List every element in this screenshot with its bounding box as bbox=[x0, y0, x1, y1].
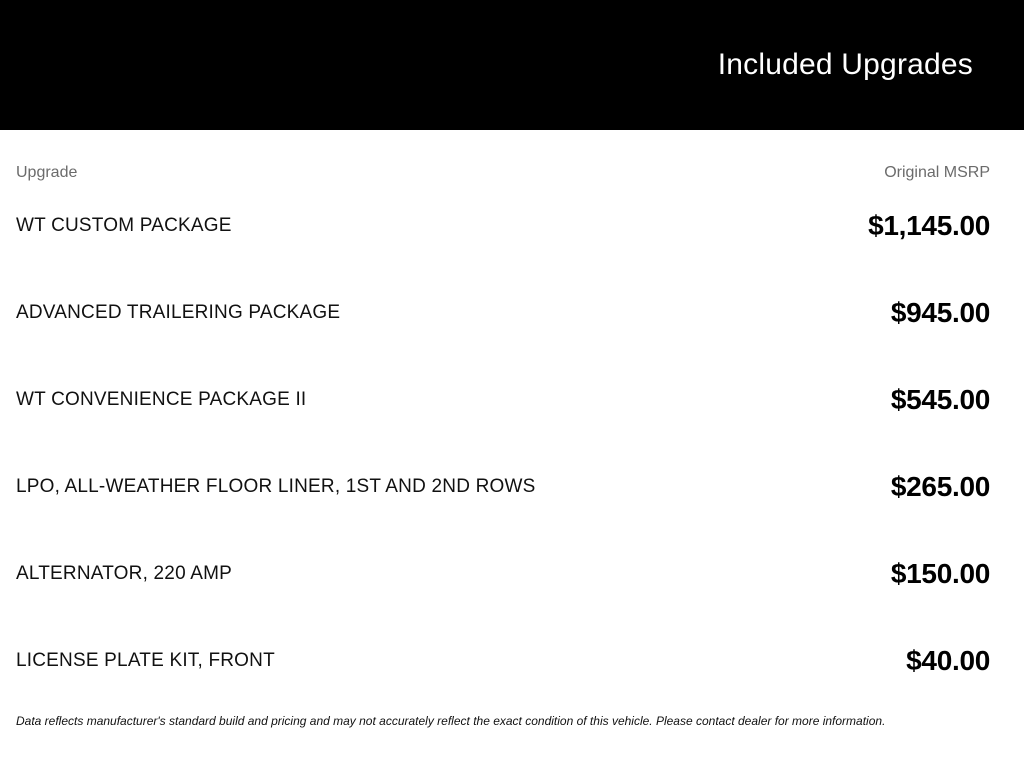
table-row bbox=[16, 269, 990, 356]
upgrade-name: WT CUSTOM PACKAGE bbox=[16, 214, 232, 236]
upgrade-price: $945.00 bbox=[890, 296, 990, 328]
upgrade-name: ALTERNATOR, 220 AMP bbox=[16, 562, 233, 584]
upgrade-name: WT CONVENIENCE PACKAGE II bbox=[16, 388, 307, 410]
column-header-original-msrp: Original MSRP bbox=[884, 164, 990, 181]
table-row bbox=[16, 443, 990, 530]
upgrade-price: $545.00 bbox=[890, 383, 990, 415]
table-row bbox=[16, 617, 990, 704]
upgrade-price: $150.00 bbox=[890, 557, 990, 589]
page-title: Included Upgrades bbox=[717, 48, 973, 81]
disclaimer-text: Data reflects manufacturer's standard build and pricing and may not accurately reflect the exact condition of this vehicle. Please contact dealer for more information. bbox=[16, 714, 886, 728]
table-header-row bbox=[16, 163, 990, 182]
upgrade-name: ADVANCED TRAILERING PACKAGE bbox=[16, 301, 341, 323]
table-row bbox=[16, 182, 990, 269]
panel-header bbox=[0, 0, 1024, 130]
table-row bbox=[16, 356, 990, 443]
upgrade-name: LICENSE PLATE KIT, FRONT bbox=[16, 649, 275, 671]
upgrade-price: $1,145.00 bbox=[868, 209, 990, 241]
upgrades-table bbox=[0, 163, 1024, 704]
table-row bbox=[16, 530, 990, 617]
upgrade-price: $40.00 bbox=[906, 644, 990, 676]
column-header-upgrade: Upgrade bbox=[16, 164, 78, 181]
upgrade-price: $265.00 bbox=[890, 470, 990, 502]
upgrade-name: LPO, ALL-WEATHER FLOOR LINER, 1ST AND 2ND ROWS bbox=[16, 475, 536, 497]
